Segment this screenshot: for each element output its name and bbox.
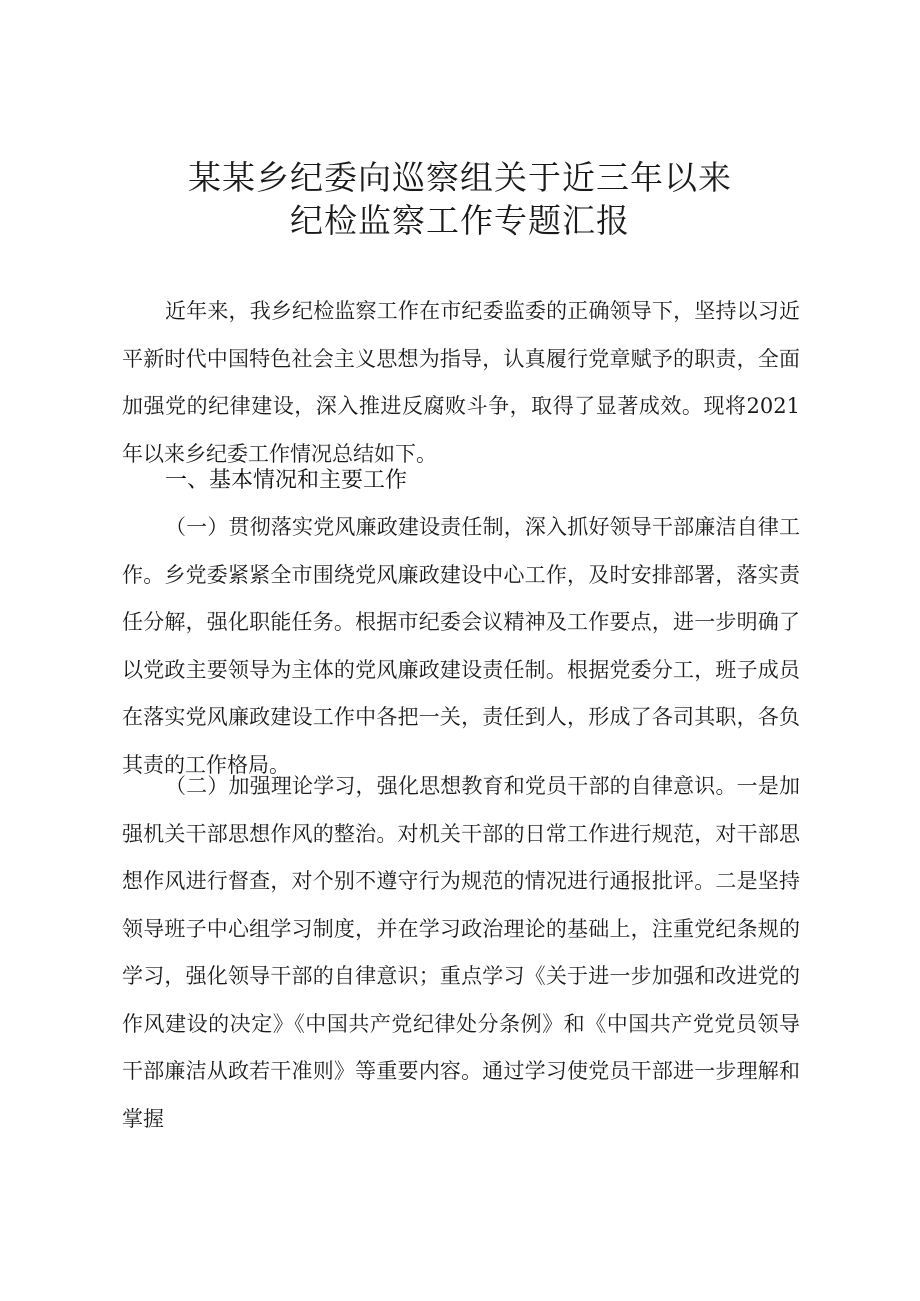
document-title-line2: 纪检监察工作专题汇报 [290, 201, 630, 240]
section-heading: 一、基本情况和主要工作 [165, 468, 408, 493]
intro-paragraph: 近年来，我乡纪检监察工作在市纪委监委的正确领导下，坚持以习近平新时代中国特色社会主义思想为指导，认真履行党章赋予的职责，全面加强党的纪律建设，深入推进反腐败斗争，取得了显著成效。现将2021年以来乡纪委工作情况总结如下。 [122, 299, 800, 466]
body-paragraph-1: （一）贯彻落实党风廉政建设责任制，深入抓好领导干部廉洁自律工作。乡党委紧紧全市围绕党风廉政建设中心工作，及时安排部署，落实责任分解，强化职能任务。根据市纪委会议精神及工作要点，进一步明确了以党政主要领导为主体的党风廉政建设责任制。根据党委分工，班子成员在落实党风廉政建设工作中各把一关，责任到人，形成了各司其职，各负其责的工作格局。 [122, 515, 800, 777]
document-title-line1: 某某乡纪委向巡察组关于近三年以来 [188, 158, 732, 197]
body-paragraph-2: （二）加强理论学习，强化思想教育和党员干部的自律意识。一是加强机关干部思想作风的整治。对机关干部的日常工作进行规范，对干部思想作风进行督查，对个别不遵守行为规范的情况进行通报批评。二是坚持领导班子中心组学习制度，并在学习政治理论的基础上，注重党纪条规的学习，强化领导干部的自律意识；重点学习《关于进一步加强和改进党的作风建设的决定》《中国共产党纪律处分条例》和《中国共产党党员领导干部廉洁从政若干准则》等重要内容。通过学习使党员干部进一步理解和掌握 [122, 774, 800, 1131]
